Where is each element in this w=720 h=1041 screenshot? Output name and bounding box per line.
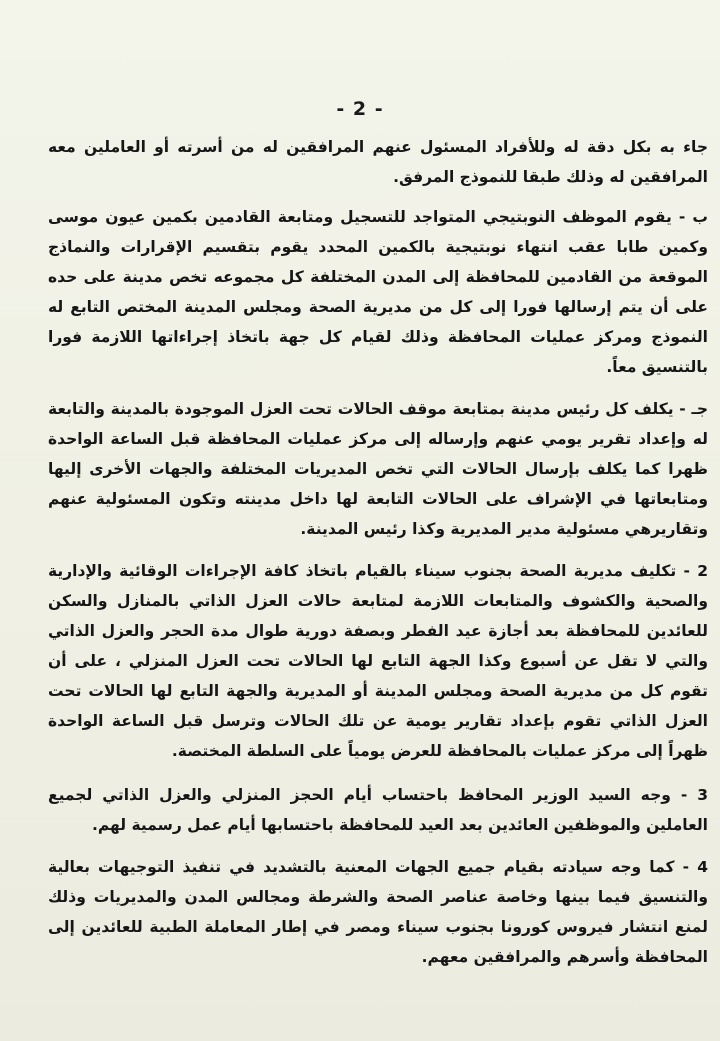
- paragraph-item-b: ب - يقوم الموظف النوبتيجي المتواجد للتسجيل ومتابعة القادمين بكمين عيون موسى وكمين طابا عقب انتهاء نوبتيجية بالكمين المحدد يقوم بتقسيم الإقرارات والنماذج الموقعة من القادمين للمحافظة إلى المدن المختلفة كل مجموعه تخص مدينة على حده على أن يتم إرسالها فورا إلى كل من مديرية الصحة ومجلس المدينة المختص التابع له النموذج ومركز عمليات المحافظة وذلك لقيام كل جهة باتخاذ إجراءاتها اللازمة فورا بالتنسيق معاً.: [48, 208, 708, 376]
- document-body: [48, 132, 708, 972]
- page-number: - 2 -: [336, 98, 384, 120]
- paragraph-item-c: جـ - يكلف كل رئيس مدينة بمتابعة موقف الحالات تحت العزل الموجودة بالمدينة والتابعة له وإعداد تقرير يومي عنهم وإرساله إلى مركز عمليات المحافظة قبل الساعة الواحدة ظهرا كما يكلف بإرسال الحالات التي تخص المديريات المختلفة والجهات الأخرى إليها ومتابعاتها في الإشراف على الحالات التابعة لها داخل مدينته وتكون المسئولية عنهم وتقاريرهي مسئولية مدير المديرية وكذا رئيس المدينة.: [48, 400, 708, 538]
- paragraph-item-3: 3 - وجه السيد الوزير المحافظ باحتساب أيام الحجز المنزلي والعزل الذاتي لجميع العاملين والموظفين العائدين بعد العيد للمحافظة باحتسابها أيام عمل رسمية لهم.: [48, 786, 708, 834]
- paragraph-continuation: جاء به بكل دقة له وللأفراد المسئول عنهم المرافقين له من أسرته أو العاملين معه المرافقين له وذلك طبقا للنموذج المرفق.: [48, 138, 708, 186]
- paragraph-item-2: 2 - تكليف مديرية الصحة بجنوب سيناء بالقيام باتخاذ كافة الإجراءات الوقائية والإدارية والصحية والكشوف والمتابعات اللازمة لمتابعة حالات العزل الذاتي بالمنازل والسكن للعائدين للمحافظة بعد أجازة عيد الفطر وبصفة دورية طوال مدة الحجر والعزل الذاتي والتي لا تقل عن أسبوع وكذا الجهة التابع لها الحالات تحت العزل المنزلي ، على أن تقوم كل من مديرية الصحة ومجلس المدينة أو المديرية والجهة التابع لها الحالات تحت العزل الذاتي تقوم بإعداد تقارير يومية عن تلك الحالات وترسل قبل الساعة الواحدة ظهراً إلى مركز عمليات بالمحافظة للعرض يومياً على السلطة المختصة.: [48, 562, 708, 760]
- paragraph-item-4: 4 - كما وجه سيادته بقيام جميع الجهات المعنية بالتشديد في تنفيذ التوجيهات بعالية والتنسيق فيما بينها وخاصة عناصر الصحة والشرطة ومجالس المدن والمديريات وذلك لمنع انتشار فيروس كورونا بجنوب سيناء ومصر في إطار المعاملة الطبية للعائدين إلى المحافظة وأسرهم والمرافقين معهم.: [48, 858, 708, 966]
